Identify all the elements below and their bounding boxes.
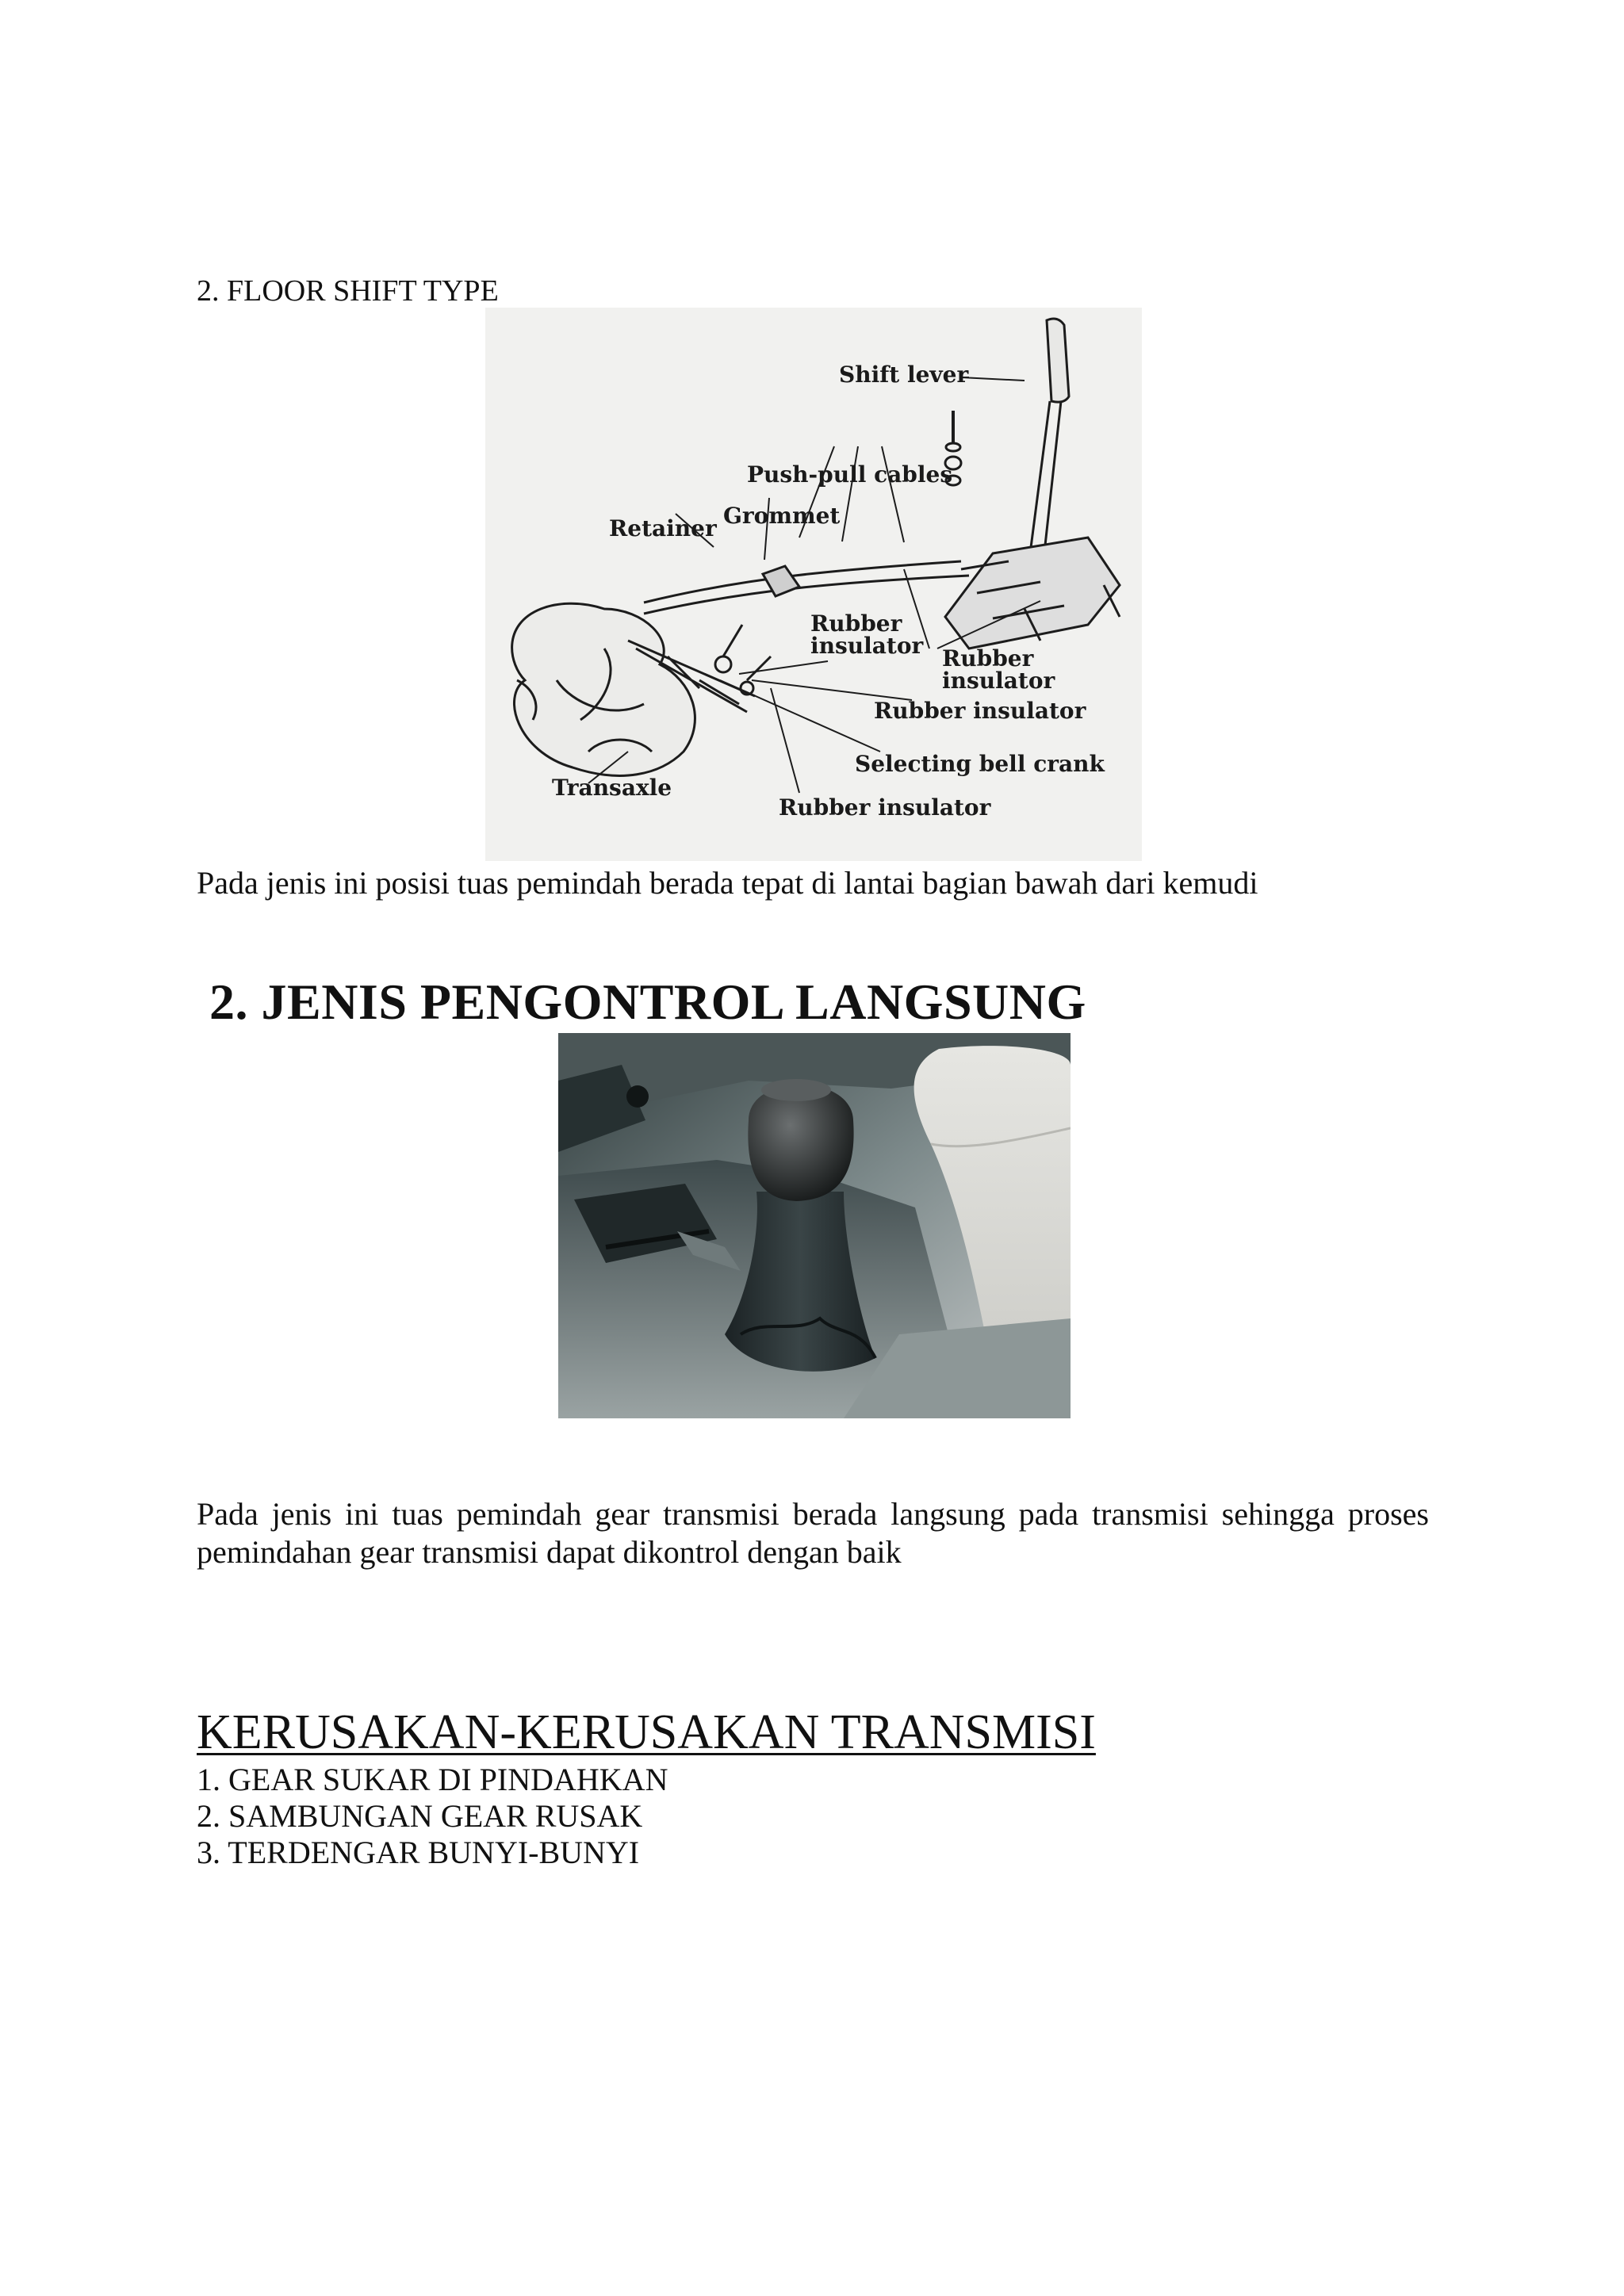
label-rubber-insulator-4: Rubber insulator	[779, 794, 991, 821]
label-grommet: Grommet	[723, 503, 841, 529]
damage-list	[197, 1762, 668, 1871]
label-rubber-insulator-1-line1: Rubber	[810, 610, 902, 637]
paragraph-line-2: pemindahan gear transmisi dapat dikontrol dengan baik	[197, 1534, 902, 1570]
gear-shift-photo	[558, 1033, 1071, 1418]
label-selecting-bell-crank: Selecting bell crank	[855, 751, 1105, 777]
label-transaxle: Transaxle	[552, 775, 672, 801]
list-item: 3. TERDENGAR BUNYI-BUNYI	[197, 1835, 640, 1870]
list-item: 1. GEAR SUKAR DI PINDAHKAN	[197, 1762, 668, 1797]
label-rubber-insulator-2-line1: Rubber	[942, 645, 1034, 672]
floor-shift-diagram	[485, 308, 1142, 861]
label-retainer: Retainer	[609, 515, 717, 541]
paragraph-line-1: Pada jenis ini tuas pemindah gear transmisi berada langsung pada transmisi sehingga proses	[197, 1496, 1429, 1532]
label-shift-lever: Shift lever	[839, 362, 969, 388]
list-item: 2. SAMBUNGAN GEAR RUSAK	[197, 1798, 643, 1834]
direct-control-paragraph	[197, 1495, 1429, 1571]
label-rubber-insulator-3: Rubber insulator	[874, 698, 1086, 724]
label-rubber-insulator-2-line2: insulator	[942, 668, 1055, 694]
floor-shift-caption: Pada jenis ini posisi tuas pemindah berada tepat di lantai bagian bawah dari kemudi	[197, 865, 1258, 901]
label-push-pull-cables: Push-pull cables	[747, 461, 953, 488]
label-rubber-insulator-1-line2: insulator	[810, 633, 924, 659]
floor-shift-type-subtitle: 2. FLOOR SHIFT TYPE	[197, 274, 499, 308]
section-heading-direct-control: 2. JENIS PENGONTROL LANGSUNG	[209, 974, 1086, 1030]
section-heading-transmission-damage: KERUSAKAN-KERUSAKAN TRANSMISI	[197, 1705, 1096, 1759]
